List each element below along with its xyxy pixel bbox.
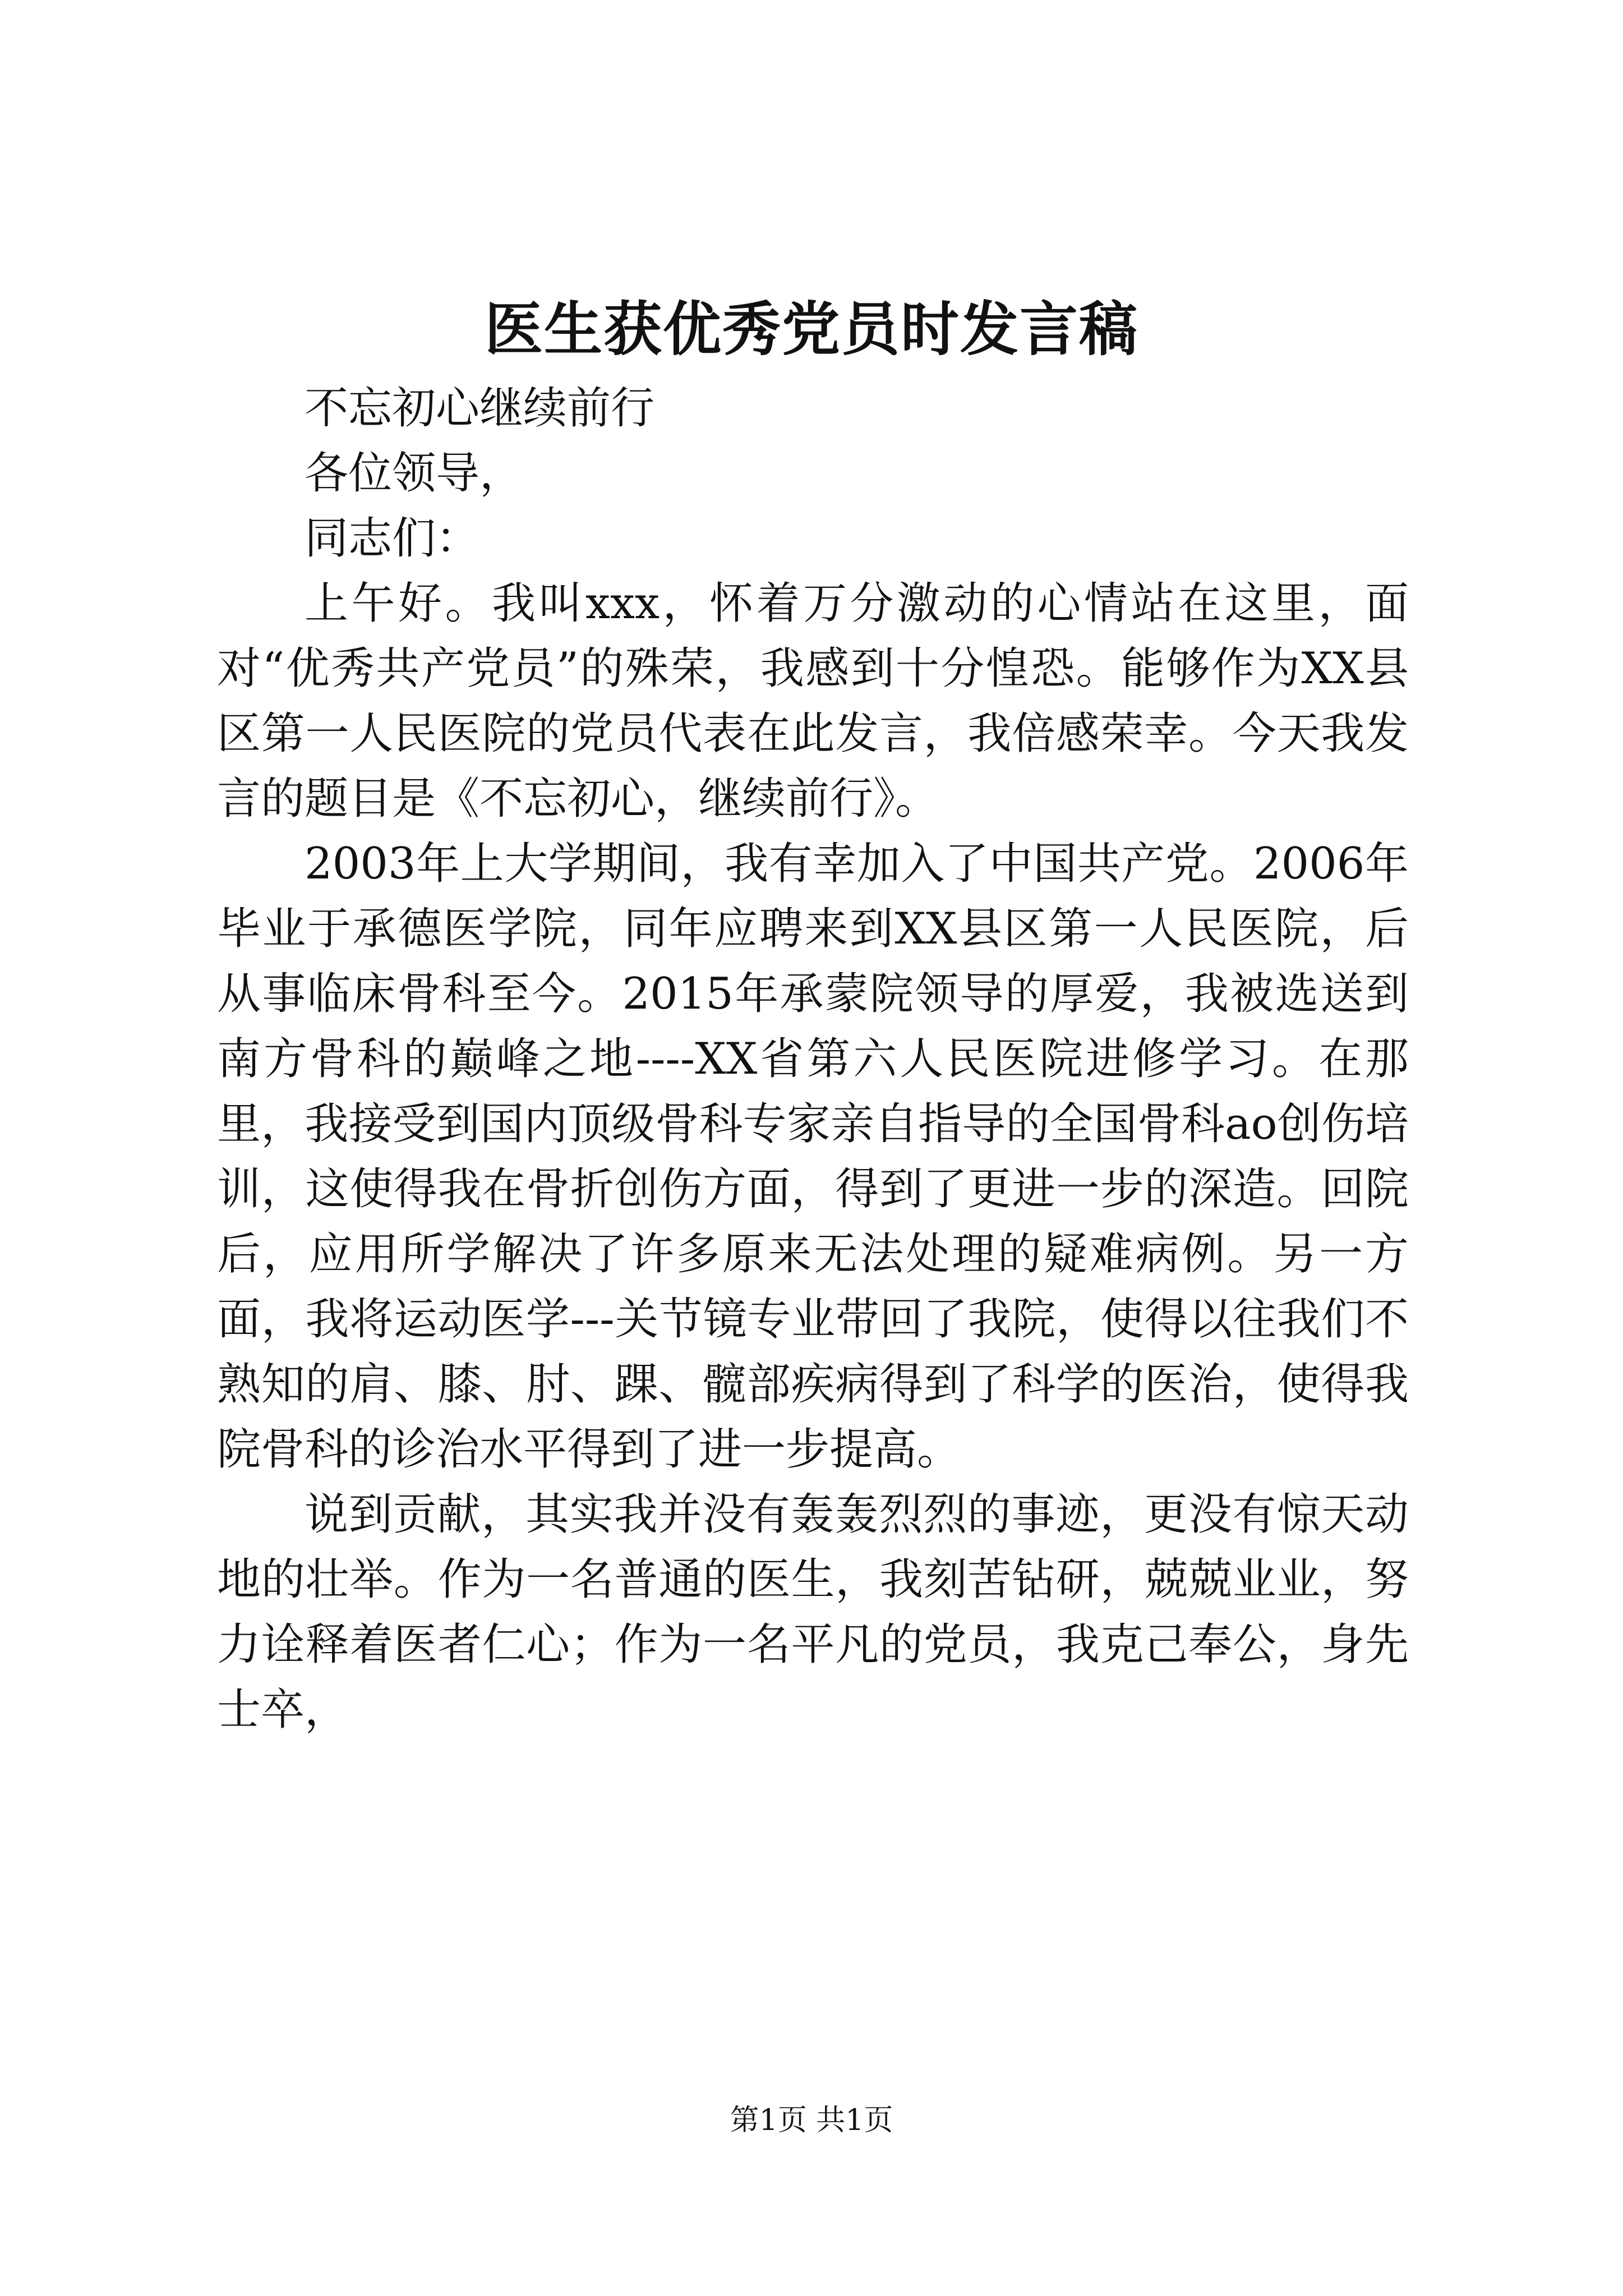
paragraph-salutation-comrades: 同志们： (305, 513, 480, 564)
document-body (217, 376, 1409, 1742)
paragraph-career: 2003年上大学期间，我有幸加入了中国共产党。2006年毕业于承德医学院，同年应聘来到XX县区第一人民医院，后从事临床骨科至今。2015年承蒙院领导的厚爱，我被选送到南方骨科的巅峰之地----XX省第六人民医院进修学习。在那里，我接受到国内顶级骨科专家亲自指导的全国骨科ao创伤培训，这使得我在骨折创伤方面，得到了更进一步的深造。回院后，应用所学解决了许多原来无法处理的疑难病例。另一方面，我将运动医学---关节镜专业带回了我院，使得以往我们不熟知的肩、膝、肘、踝、髋部疾病得到了科学的医治，使得我院骨科的诊治水平得到了进一步提高。 (217, 839, 1409, 1475)
page-footer: 第1页 共1页 (730, 2104, 893, 2137)
paragraph-contribution: 说到贡献，其实我并没有轰轰烈烈的事迹，更没有惊天动地的壮举。作为一名普通的医生，我刻苦钻研，兢兢业业，努力诠释着医者仁心；作为一名平凡的党员，我克己奉公，身先士卒， (217, 1489, 1409, 1735)
paragraph-salutation-leaders: 各位领导， (305, 448, 524, 499)
document-title: 医生获优秀党员时发言稿 (484, 295, 1138, 364)
paragraph-subtitle: 不忘初心继续前行 (305, 383, 655, 434)
paragraph-opening: 上午好。我叫xxx，怀着万分激动的心情站在这里，面对“优秀共产党员”的殊荣，我感到十分惶恐。能够作为XX县区第一人民医院的党员代表在此发言，我倍感荣幸。今天我发言的题目是《不忘初心，继续前行》。 (217, 578, 1409, 824)
